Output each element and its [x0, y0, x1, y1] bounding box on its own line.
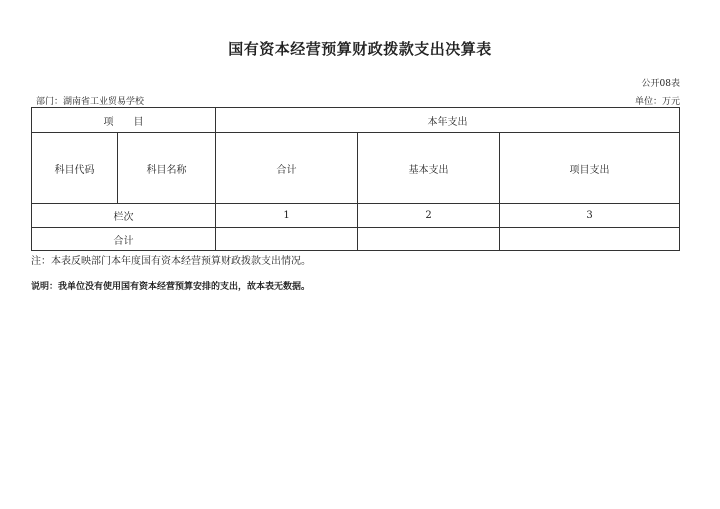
page-title: 国有资本经营预算财政拨款支出决算表 — [228, 40, 492, 58]
col-project-header: 项目支出 — [500, 133, 680, 204]
table-subheader-row — [32, 133, 680, 204]
table-row-index — [32, 204, 680, 228]
table-note: 注：本表反映部门本年度国有资本经营预算财政拨款支出情况。 — [31, 256, 311, 267]
unit-label: 单位：万元 — [634, 97, 680, 107]
total-total-cell — [216, 228, 358, 251]
col-code-header: 科目代码 — [32, 133, 118, 204]
total-project-cell — [500, 228, 680, 251]
header-current-year-cell: 本年支出 — [216, 108, 680, 133]
total-basic-cell — [358, 228, 500, 251]
table-row-total — [32, 228, 680, 251]
row-index-label: 栏次 — [32, 204, 216, 228]
col-basic-header: 基本支出 — [358, 133, 500, 204]
header-item-cell: 项 目 — [32, 108, 216, 133]
department-label: 部门：湖南省工业贸易学校 — [36, 97, 145, 107]
index-basic-cell: 2 — [358, 204, 500, 228]
explanation-text: 说明：我单位没有使用国有资本经营预算安排的支出，故本表无数据。 — [31, 282, 311, 292]
col-total-header: 合计 — [216, 133, 358, 204]
index-total-cell: 1 — [216, 204, 358, 228]
index-project-cell: 3 — [500, 204, 680, 228]
table-header-row — [32, 108, 680, 133]
col-name-header: 科目名称 — [118, 133, 216, 204]
form-number: 公开08表 — [641, 79, 680, 89]
row-total-label: 合计 — [32, 228, 216, 251]
expenditure-table — [31, 107, 680, 251]
